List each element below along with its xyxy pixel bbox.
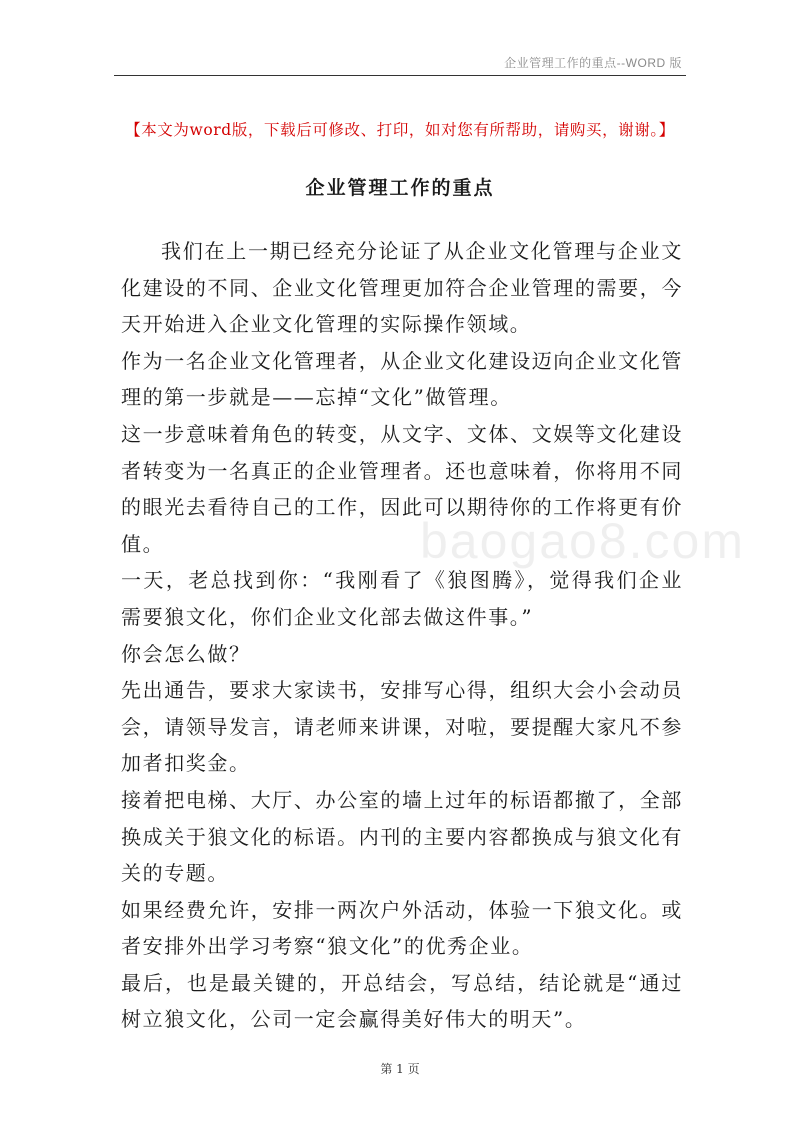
paragraph: 你会怎么做？ (121, 641, 251, 666)
paragraph: 最后，也是最关键的，开总结会，写总结，结论就是“通过树立狼文化，公司一定会赢得美好伟大的明天”。 (121, 970, 683, 1032)
site-watermark: baogao8.com (420, 513, 746, 569)
paragraph: 接着把电梯、大厅、办公室的墙上过年的标语都撤了，全部换成关于狼文化的标语。内刊的主要内容都换成与狼文化有关的专题。 (121, 787, 683, 886)
header-divider (114, 75, 686, 76)
paragraph: 我们在上一期已经充分论证了从企业文化管理与企业文化建设的不同、企业文化管理更加符合企业管理的需要，今天开始进入企业文化管理的实际操作领域。 (121, 239, 683, 337)
running-header: 企业管理工作的重点--WORD 版 (504, 56, 682, 70)
document-body (121, 233, 683, 1038)
paragraph: 作为一名企业文化管理者，从企业文化建设迈向企业文化管理的第一步就是——忘掉“文化”做管理。 (121, 348, 683, 410)
purchase-notice: 【本文为word版，下载后可修改、打印，如对您有所帮助，请购买，谢谢。】 (125, 121, 675, 139)
page-number: 第 1 页 (380, 1062, 420, 1076)
paragraph: 这一步意味着角色的转变，从文字、文体、文娱等文化建设者转变为一名真正的企业管理者。还也意味着，你将用不同的眼光去看待自己的工作，因此可以期待你的工作将更有价值。 (121, 421, 683, 556)
paragraph: 一天，老总找到你：“我刚看了《狼图腾》，觉得我们企业需要狼文化，你们企业文化部去做这件事。” (121, 568, 683, 629)
paragraph: 先出通告，要求大家读书，安排写心得，组织大会小会动员会，请领导发言，请老师来讲课，对啦，要提醒大家凡不参加者扣奖金。 (121, 678, 683, 776)
document-title: 企业管理工作的重点 (305, 177, 495, 199)
paragraph: 如果经费允许，安排一两次户外活动，体验一下狼文化。或者安排外出学习考察“狼文化”的优秀企业。 (121, 897, 683, 959)
